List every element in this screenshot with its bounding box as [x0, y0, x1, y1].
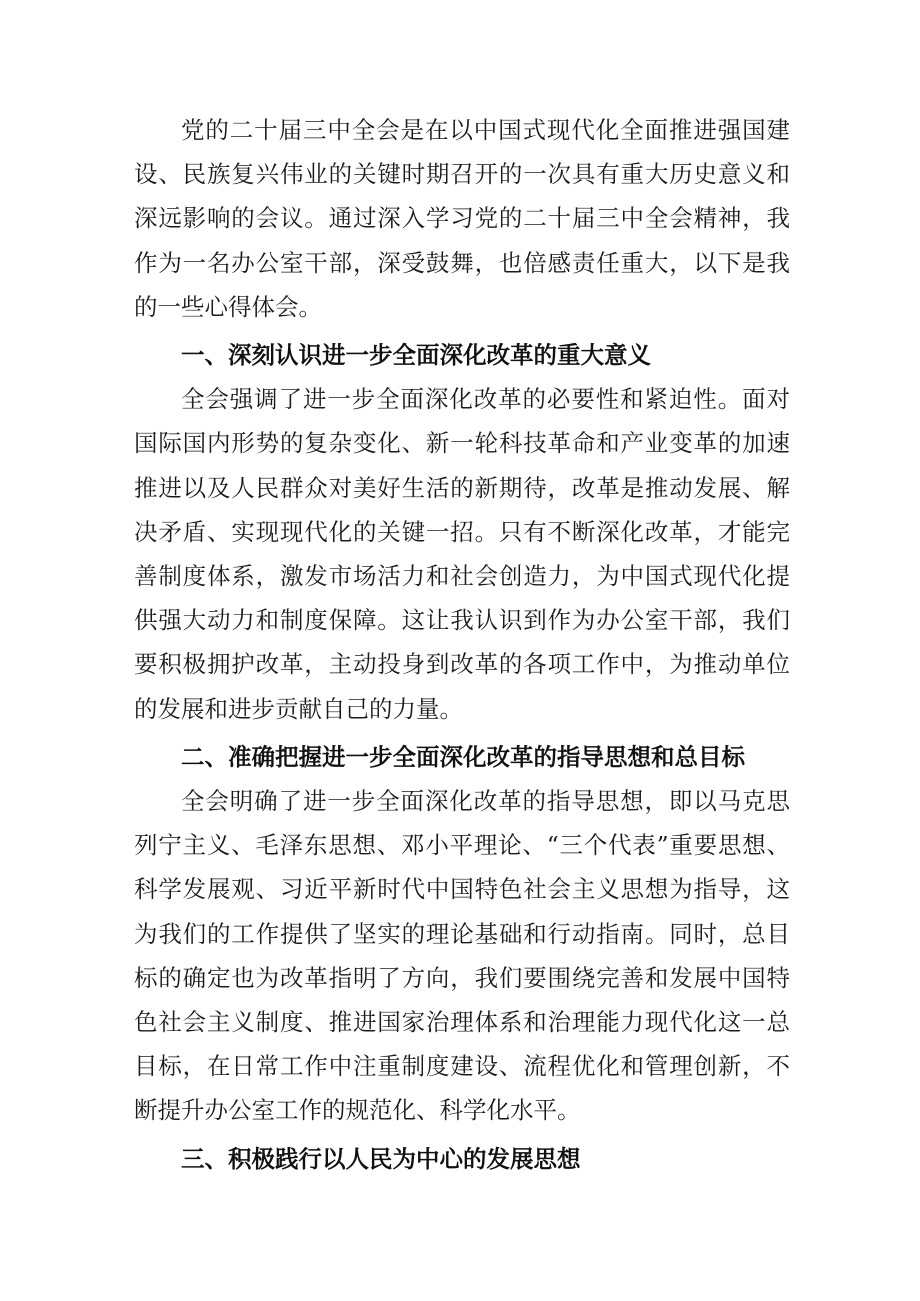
section-2-heading: 二、准确把握进一步全面深化改革的指导思想和总目标	[181, 742, 745, 771]
section-1-body: 全会强调了进一步全面深化改革的必要性和紧迫性。面对国际国内形势的复杂变化、新一轮科技革命和产业变革的加速推进以及人民群众对美好生活的新期待，改革是推动发展、解决矛盾、实现现代化的关键一招。只有不断深化改革，才能完善制度体系，激发市场活力和社会创造力，为中国式现代化提供强大动力和制度保障。这让我认识到作为办公室干部，我们要积极拥护改革，主动投身到改革的各项工作中，为推动单位的发展和进步贡献自己的力量。	[134, 385, 790, 723]
section-3-heading: 三、积极践行以人民为中心的发展思想	[181, 1144, 581, 1173]
intro-paragraph: 党的二十届三中全会是在以中国式现代化全面推进强国建设、民族复兴伟业的关键时期召开的一次具有重大历史意义和深远影响的会议。通过深入学习党的二十届三中全会精神，我作为一名办公室干部，深受鼓舞，也倍感责任重大，以下是我的一些心得体会。	[134, 116, 790, 321]
section-2-body: 全会明确了进一步全面深化改革的指导思想，即以马克思列宁主义、毛泽东思想、邓小平理论、“三个代表”重要思想、科学发展观、习近平新时代中国特色社会主义思想为指导，这为我们的工作提供了坚实的理论基础和行动指南。同时，总目标的确定也为改革指明了方向，我们要围绕完善和发展中国特色社会主义制度、推进国家治理体系和治理能力现代化这一总目标，在日常工作中注重制度建设、流程优化和管理创新，不断提升办公室工作的规范化、科学化水平。	[134, 787, 790, 1125]
section-1-heading: 一、深刻认识进一步全面深化改革的重大意义	[181, 341, 651, 370]
document-body	[134, 108, 790, 1181]
